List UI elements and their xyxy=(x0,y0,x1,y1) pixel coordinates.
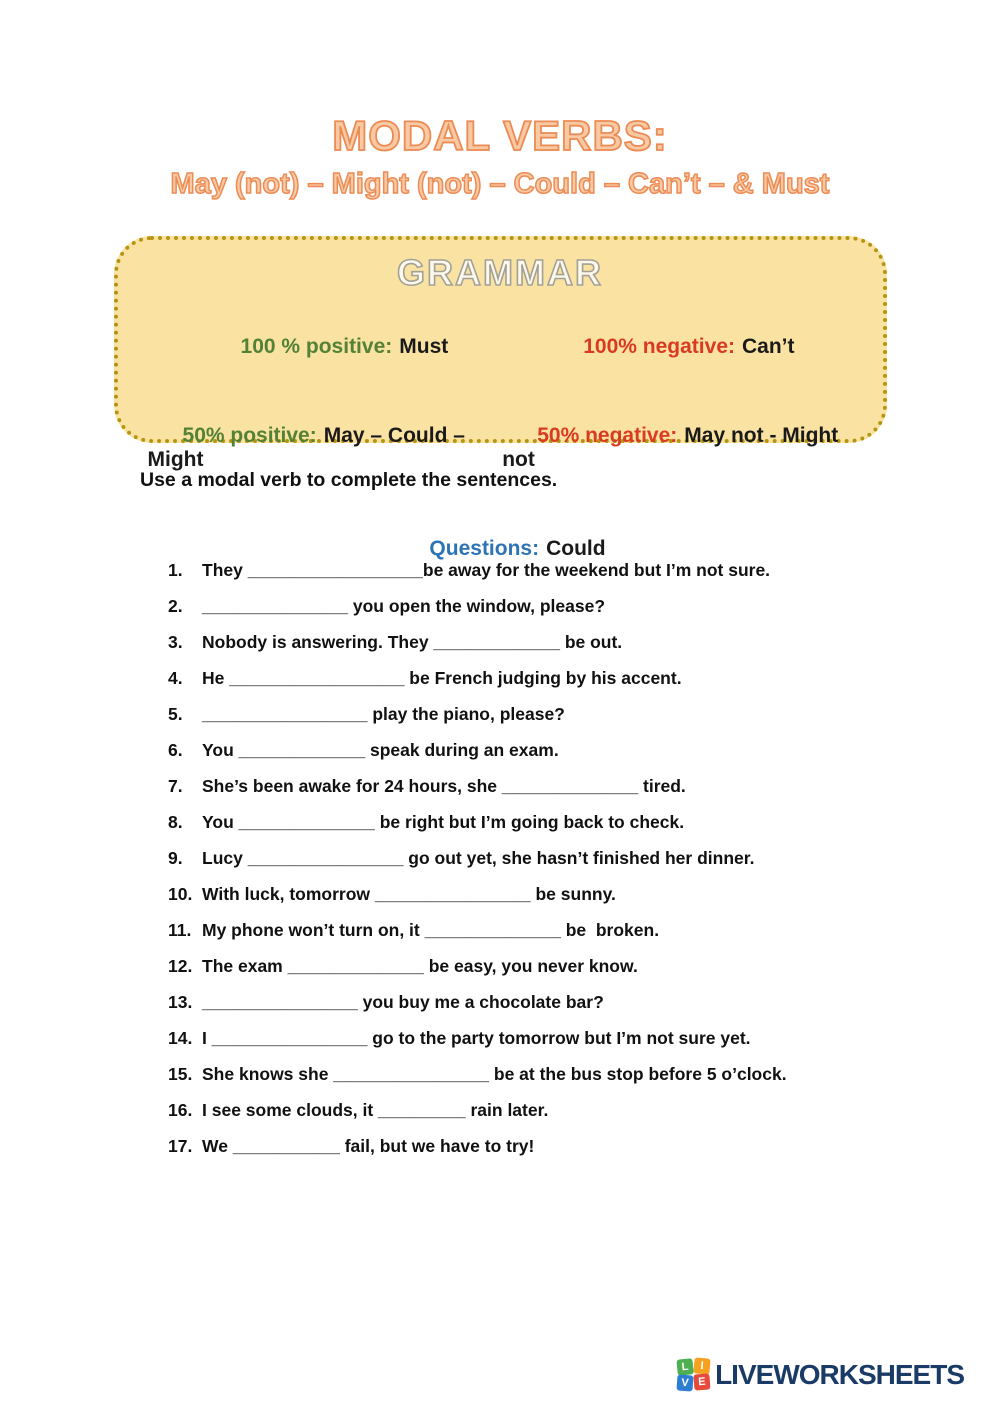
exercise-item-12 xyxy=(168,948,1000,984)
exercise-item-1 xyxy=(168,552,1000,588)
item-number: 10. xyxy=(168,884,193,904)
item-number: 3. xyxy=(168,632,183,652)
exercise-item-8 xyxy=(168,804,1000,840)
logo-tile-v: V xyxy=(677,1374,694,1391)
item-sentence: She’s been awake for 24 hours, she ______________ tired. xyxy=(202,776,686,796)
item-sentence: Nobody is answering. They _____________ be out. xyxy=(202,632,623,652)
item-sentence: The exam ______________ be easy, you never know. xyxy=(202,956,638,976)
item-sentence: _______________ you open the window, please? xyxy=(202,596,606,616)
grammar-heading: GRAMMAR xyxy=(397,252,603,293)
rule-100-negative xyxy=(548,311,794,383)
rule-value: Could xyxy=(546,537,606,560)
rule-label: 100% negative: xyxy=(583,335,735,358)
liveworksheets-logo-icon xyxy=(677,1358,711,1392)
liveworksheets-logo[interactable] xyxy=(677,1358,964,1392)
item-number: 12. xyxy=(168,956,193,976)
exercise-item-7 xyxy=(168,768,1000,804)
item-number: 15. xyxy=(168,1064,193,1084)
rule-label: 50% positive: xyxy=(182,424,317,447)
item-sentence: She knows she ________________ be at the bus stop before 5 o’clock. xyxy=(202,1064,787,1084)
exercise-item-16 xyxy=(168,1092,1000,1128)
exercise-item-17 xyxy=(168,1128,1000,1164)
item-sentence: My phone won’t turn on, it ______________ be broken. xyxy=(202,920,660,940)
exercise-item-15 xyxy=(168,1056,1000,1092)
grammar-row-1 xyxy=(148,311,853,383)
instruction-text: Use a modal verb to complete the sentences. xyxy=(140,469,558,491)
item-number: 9. xyxy=(168,848,183,868)
item-sentence: With luck, tomorrow ________________ be sunny. xyxy=(202,884,616,904)
brand-name: LIVEWORKSHEETS xyxy=(715,1359,964,1390)
exercise-item-5 xyxy=(168,696,1000,732)
logo-tile-e: E xyxy=(693,1373,710,1390)
exercise-list xyxy=(168,552,1000,1164)
item-number: 2. xyxy=(168,596,183,616)
item-sentence: I ________________ go to the party tomorrow but I’m not sure yet. xyxy=(202,1028,751,1048)
rule-value: Must xyxy=(399,335,449,358)
item-sentence: They __________________be away for the weekend but I’m not sure. xyxy=(202,560,771,580)
rule-value: May not - Might not xyxy=(502,424,845,471)
page-title: MODAL VERBS: xyxy=(332,112,668,159)
item-number: 17. xyxy=(168,1136,193,1156)
rule-value: Can’t xyxy=(742,335,795,358)
item-number: 16. xyxy=(168,1100,193,1120)
page-subtitle: May (not) – Might (not) – Could – Can’t – & Must xyxy=(170,168,830,200)
item-sentence: Lucy ________________ go out yet, she hasn’t finished her dinner. xyxy=(202,848,755,868)
exercise-item-11 xyxy=(168,912,1000,948)
item-number: 11. xyxy=(168,920,192,940)
item-sentence: He __________________ be French judging by his accent. xyxy=(202,668,682,688)
item-sentence: We ___________ fail, but we have to try! xyxy=(202,1136,535,1156)
item-sentence: I see some clouds, it _________ rain later. xyxy=(202,1100,549,1120)
item-number: 4. xyxy=(168,668,183,688)
item-number: 5. xyxy=(168,704,183,724)
item-sentence: _________________ play the piano, please? xyxy=(202,704,565,724)
item-number: 14. xyxy=(168,1028,193,1048)
rule-100-positive xyxy=(206,311,449,383)
rule-value: May – Could – Might xyxy=(147,424,471,471)
exercise-item-9 xyxy=(168,840,1000,876)
exercise-item-6 xyxy=(168,732,1000,768)
logo-tile-i: I xyxy=(693,1357,710,1374)
rule-label: 100 % positive: xyxy=(240,335,393,358)
exercise-item-13 xyxy=(168,984,1000,1020)
item-number: 1. xyxy=(168,560,183,580)
exercise-item-14 xyxy=(168,1020,1000,1056)
exercise-item-3 xyxy=(168,624,1000,660)
exercise-item-4 xyxy=(168,660,1000,696)
logo-tile-l: L xyxy=(676,1358,694,1376)
item-number: 6. xyxy=(168,740,183,760)
rule-label: 50% negative: xyxy=(537,424,678,447)
exercise-item-2 xyxy=(168,588,1000,624)
item-sentence: ________________ you buy me a chocolate bar? xyxy=(202,992,604,1012)
item-number: 13. xyxy=(168,992,193,1012)
item-sentence: You ______________ be right but I’m going back to check. xyxy=(202,812,685,832)
item-number: 7. xyxy=(168,776,183,796)
item-sentence: You _____________ speak during an exam. xyxy=(202,740,559,760)
rule-label: Questions: xyxy=(429,537,540,560)
exercise-item-10 xyxy=(168,876,1000,912)
item-number: 8. xyxy=(168,812,183,832)
